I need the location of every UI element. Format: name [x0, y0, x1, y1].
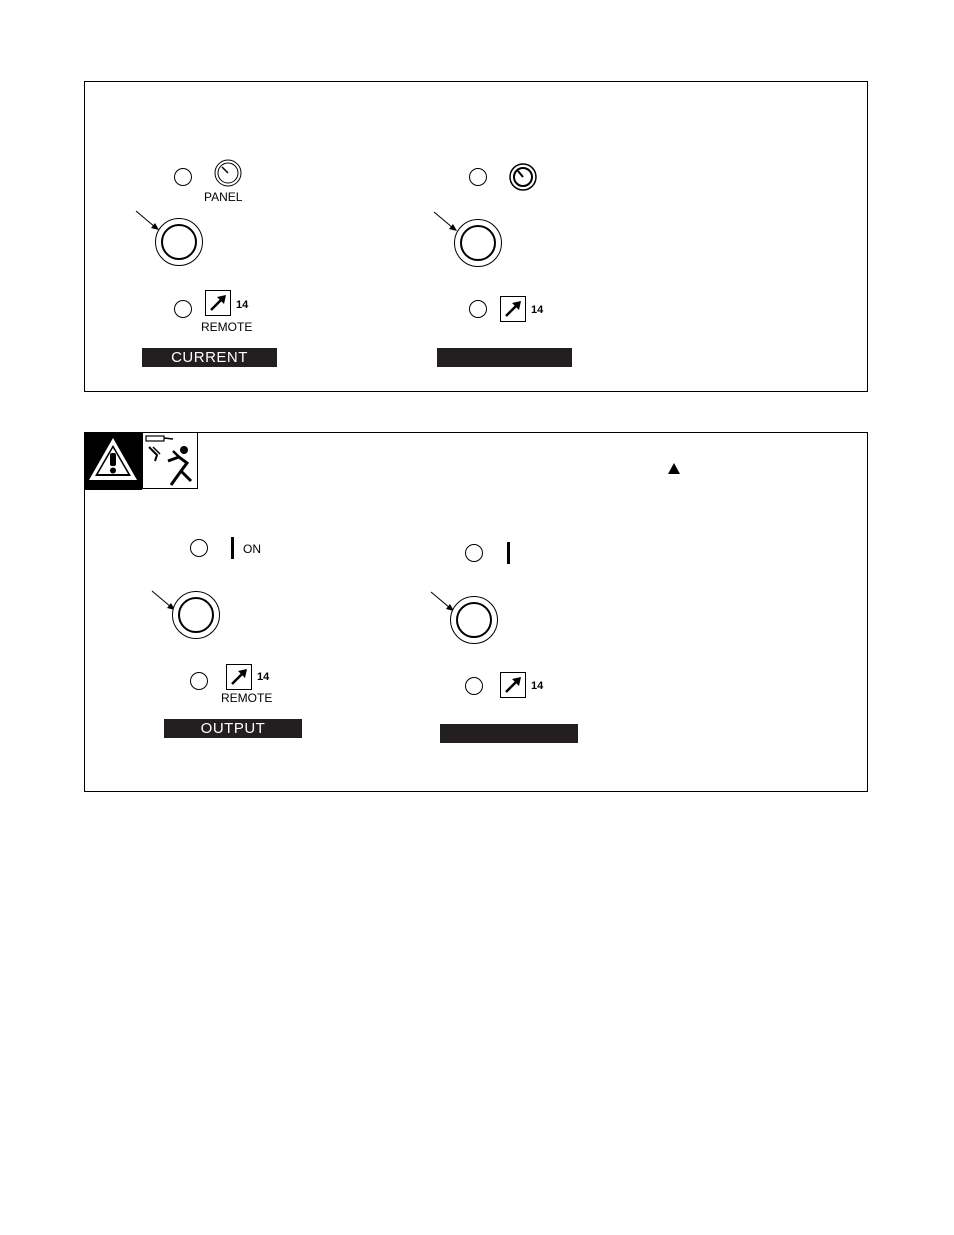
- remote-arrow-icon: [226, 664, 252, 690]
- output-control-panel: [84, 432, 868, 792]
- output-control-switch-right[interactable]: [450, 596, 498, 644]
- current-control-switch-right[interactable]: [454, 219, 502, 267]
- remote-number-right: 14: [531, 304, 544, 316]
- remote-indicator-led: [190, 672, 208, 690]
- remote-number: 14: [257, 671, 270, 683]
- knob-icon: [508, 162, 538, 192]
- warning-triangle-icon: [84, 432, 142, 490]
- on-indicator-led: [190, 539, 208, 557]
- panel-indicator-led: [174, 168, 192, 186]
- on-symbol-icon: [231, 537, 234, 559]
- current-bar-label: CURRENT: [142, 348, 277, 367]
- remote-arrow-icon: [500, 296, 526, 322]
- blank-bar-label: [437, 348, 572, 367]
- on-label: ON: [243, 542, 261, 556]
- triangle-marker-icon: [667, 462, 681, 475]
- remote-number: 14: [236, 299, 249, 311]
- remote-arrow-icon: [205, 290, 231, 316]
- remote-arrow-icon: [500, 672, 526, 698]
- panel-indicator-led-right: [469, 168, 487, 186]
- remote-indicator-led-right: [465, 677, 483, 695]
- remote-label: REMOTE: [221, 691, 273, 705]
- current-control-panel: [84, 81, 868, 392]
- knob-icon: [213, 158, 243, 188]
- panel-label: PANEL: [204, 190, 243, 204]
- remote-label: REMOTE: [201, 320, 253, 334]
- output-bar-label: OUTPUT: [164, 719, 302, 738]
- on-symbol-icon: [507, 542, 510, 564]
- current-control-switch[interactable]: [155, 218, 203, 266]
- pointer-arrow-icon: [433, 211, 459, 235]
- remote-indicator-led: [174, 300, 192, 318]
- on-indicator-led-right: [465, 544, 483, 562]
- output-control-switch[interactable]: [172, 591, 220, 639]
- remote-indicator-led-right: [469, 300, 487, 318]
- blank-bar-label: [440, 724, 578, 743]
- electric-shock-icon: [142, 432, 198, 489]
- remote-number-right: 14: [531, 680, 544, 692]
